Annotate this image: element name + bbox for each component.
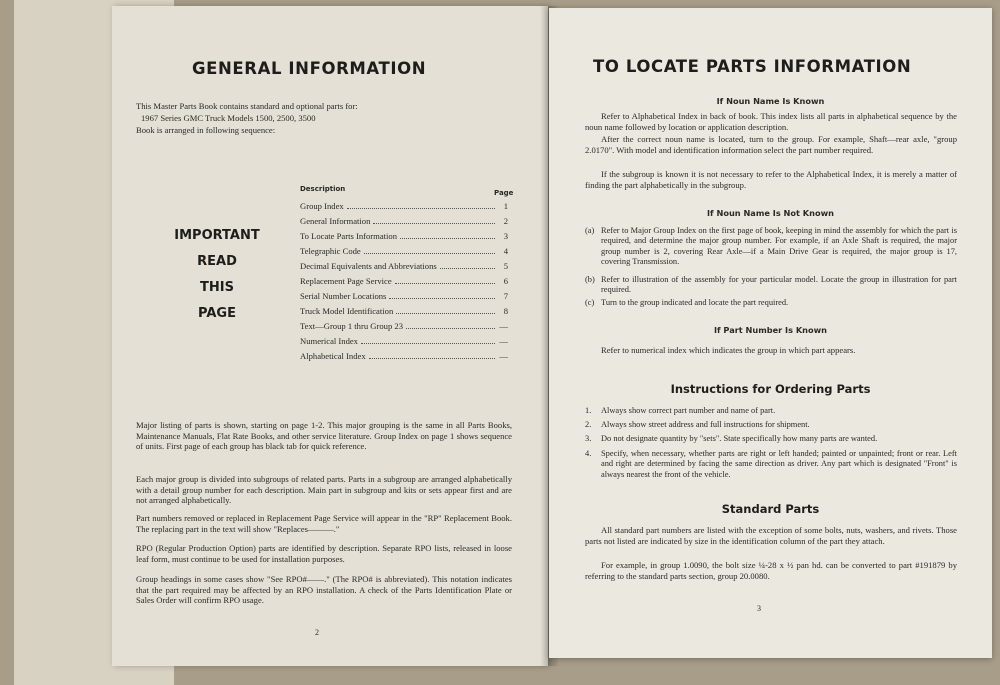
toc-label: Alphabetical Index xyxy=(300,351,366,361)
toc-page: — xyxy=(499,336,508,346)
list-text: Refer to illustration of the assembly for your particular model. Locate the group in illustration for part required. xyxy=(601,275,957,295)
section-heading: If Noun Name Is Known xyxy=(716,96,825,106)
list-marker: 4. xyxy=(585,449,592,458)
toc-label: Replacement Page Service xyxy=(300,276,392,286)
section-heading: If Noun Name Is Not Known xyxy=(707,208,834,218)
toc-label: Numerical Index xyxy=(300,336,358,346)
toc-page: — xyxy=(499,321,508,331)
toc-page: 7 xyxy=(503,291,508,301)
page-number: 3 xyxy=(757,604,761,613)
list-marker: (c) xyxy=(585,298,595,307)
page-title: GENERAL INFORMATION xyxy=(192,59,427,78)
toc-page-header: Page xyxy=(494,189,514,197)
toc-label: To Locate Parts Information xyxy=(300,231,398,241)
section-heading: Instructions for Ordering Parts xyxy=(670,382,871,396)
intro-line: 1967 Series GMC Truck Models 1500, 2500, 3500 xyxy=(141,113,316,123)
important-notice: PAGE xyxy=(198,306,236,321)
toc-row xyxy=(300,244,508,256)
toc-row xyxy=(300,289,508,301)
toc-label: Group Index xyxy=(300,201,344,211)
body-paragraph: Refer to numerical index which indicates the group in which part appears. xyxy=(601,345,856,355)
body-paragraph: Refer to Alphabetical Index in back of book. This index lists all parts in alphabetical sequence by the noun name followed by location or application description. xyxy=(585,111,957,132)
important-notice: IMPORTANT xyxy=(174,228,260,243)
toc-label: Telegraphic Code xyxy=(300,246,361,256)
important-notice: READ xyxy=(197,254,237,269)
toc-page: 8 xyxy=(503,306,508,316)
list-item xyxy=(585,226,957,270)
section-heading: Standard Parts xyxy=(721,502,820,516)
toc-page: 3 xyxy=(503,231,508,241)
list-marker: (b) xyxy=(585,275,595,284)
list-text: Do not designate quantity by "sets". State specifically how many parts are wanted. xyxy=(601,434,878,443)
body-paragraph: Part numbers removed or replaced in Replacement Page Service will appear in the "RP" Replacement Book. The replacing part in the text will show "Replaces———." xyxy=(136,513,512,534)
toc-page: — xyxy=(499,351,508,361)
toc-label: Decimal Equivalents and Abbreviations xyxy=(300,261,437,271)
list-text: Turn to the group indicated and locate the part required. xyxy=(601,298,789,307)
toc-row xyxy=(300,304,508,316)
toc-row xyxy=(300,259,508,271)
list-marker: 2. xyxy=(585,420,592,429)
body-paragraph: Each major group is divided into subgroups of related parts. Parts in a subgroup are arranged alphabetically with a detail group number for each description. Main part in subgroup and kits or sets appear first and are not arranged alphabetically. xyxy=(136,474,512,506)
list-marker: (a) xyxy=(585,226,595,235)
list-marker: 1. xyxy=(585,406,592,415)
list-item xyxy=(585,275,957,297)
body-paragraph: For example, in group 1.0090, the bolt size ¼-28 x ½ pan hd. can be converted to part #191879 by referring to the standard parts section, group 20.0080. xyxy=(585,560,957,581)
body-paragraph: RPO (Regular Production Option) parts are identified by description. Separate RPO lists, released in loose leaf form, must continue to be used for installation purposes. xyxy=(136,543,512,564)
list-item xyxy=(585,434,957,446)
important-notice: THIS xyxy=(200,280,234,295)
body-paragraph: Group headings in some cases show "See RPO#——." (The RPO# is abbreviated). This notation indicates that the part required may be affected by an RPO installation. A check of the Parts Identification Plate or Sales Order will confirm RPO usage. xyxy=(136,574,512,606)
intro-line: This Master Parts Book contains standard and optional parts for: xyxy=(136,101,358,111)
intro-line: Book is arranged in following sequence: xyxy=(136,125,276,135)
toc-row xyxy=(300,199,508,211)
toc-page: 5 xyxy=(503,261,508,271)
toc-page: 1 xyxy=(503,201,508,211)
section-heading: If Part Number Is Known xyxy=(713,325,828,335)
list-item xyxy=(585,420,957,432)
page-title: TO LOCATE PARTS INFORMATION xyxy=(593,57,912,76)
list-text: Always show street address and full instructions for shipment. xyxy=(601,420,810,429)
list-text: Refer to Major Group Index on the first page of book, keeping in mind the assembly for which the part is required, and determine the major group number. For example, if an Axle Shaft is required, the major group number is 2, covering Rear Axle—if a Main Drive Gear is required, the major group is 17, covering Transmission. xyxy=(601,226,957,267)
list-item xyxy=(585,406,957,418)
list-marker: 3. xyxy=(585,434,592,443)
page-number: 2 xyxy=(315,628,319,637)
toc-description-header: Description xyxy=(300,185,346,193)
toc-label: Serial Number Locations xyxy=(300,291,387,301)
toc-row xyxy=(300,229,508,241)
list-text: Always show correct part number and name of part. xyxy=(601,406,776,415)
toc-row xyxy=(300,214,508,226)
list-item xyxy=(585,449,957,483)
right-page xyxy=(549,8,992,658)
body-paragraph: After the correct noun name is located, turn to the group. For example, Shaft—rear axle, "group 2.0170". With model and identification information select the part number required. xyxy=(585,134,957,155)
toc-row xyxy=(300,319,508,331)
body-paragraph: All standard part numbers are listed with the exception of some bolts, nuts, washers, and rivets. Those parts not listed are indicated by size in the identification column of the part they attach. xyxy=(585,525,957,546)
toc-row xyxy=(300,349,508,361)
toc-page: 2 xyxy=(503,216,508,226)
toc-page: 6 xyxy=(503,276,508,286)
body-paragraph: If the subgroup is known it is not necessary to refer to the Alphabetical Index, it is merely a matter of finding the part alphabetically in the subgroup. xyxy=(585,169,957,190)
left-page xyxy=(112,6,548,666)
toc-label: Text—Group 1 thru Group 23 xyxy=(300,321,403,331)
toc-label: Truck Model Identification xyxy=(300,306,394,316)
toc-row xyxy=(300,334,508,346)
list-item xyxy=(585,298,957,310)
toc-row xyxy=(300,274,508,286)
toc-label: General Information xyxy=(300,216,371,226)
body-paragraph: Major listing of parts is shown, starting on page 1-2. This major grouping is the same in all Parts Books, Maintenance Manuals, Flat Rate Books, and other service literature. Group Index on page 1 shows sequence of units. First page of each group has black tab for quick reference. xyxy=(136,420,512,452)
list-text: Specify, when necessary, whether parts are right or left handed; painted or unpainted; front or rear. Left and right are determined by facing the same direction as driver. Any part which is designated "Front" is always nearest the front of the vehicle. xyxy=(601,449,957,479)
toc-page: 4 xyxy=(503,246,508,256)
